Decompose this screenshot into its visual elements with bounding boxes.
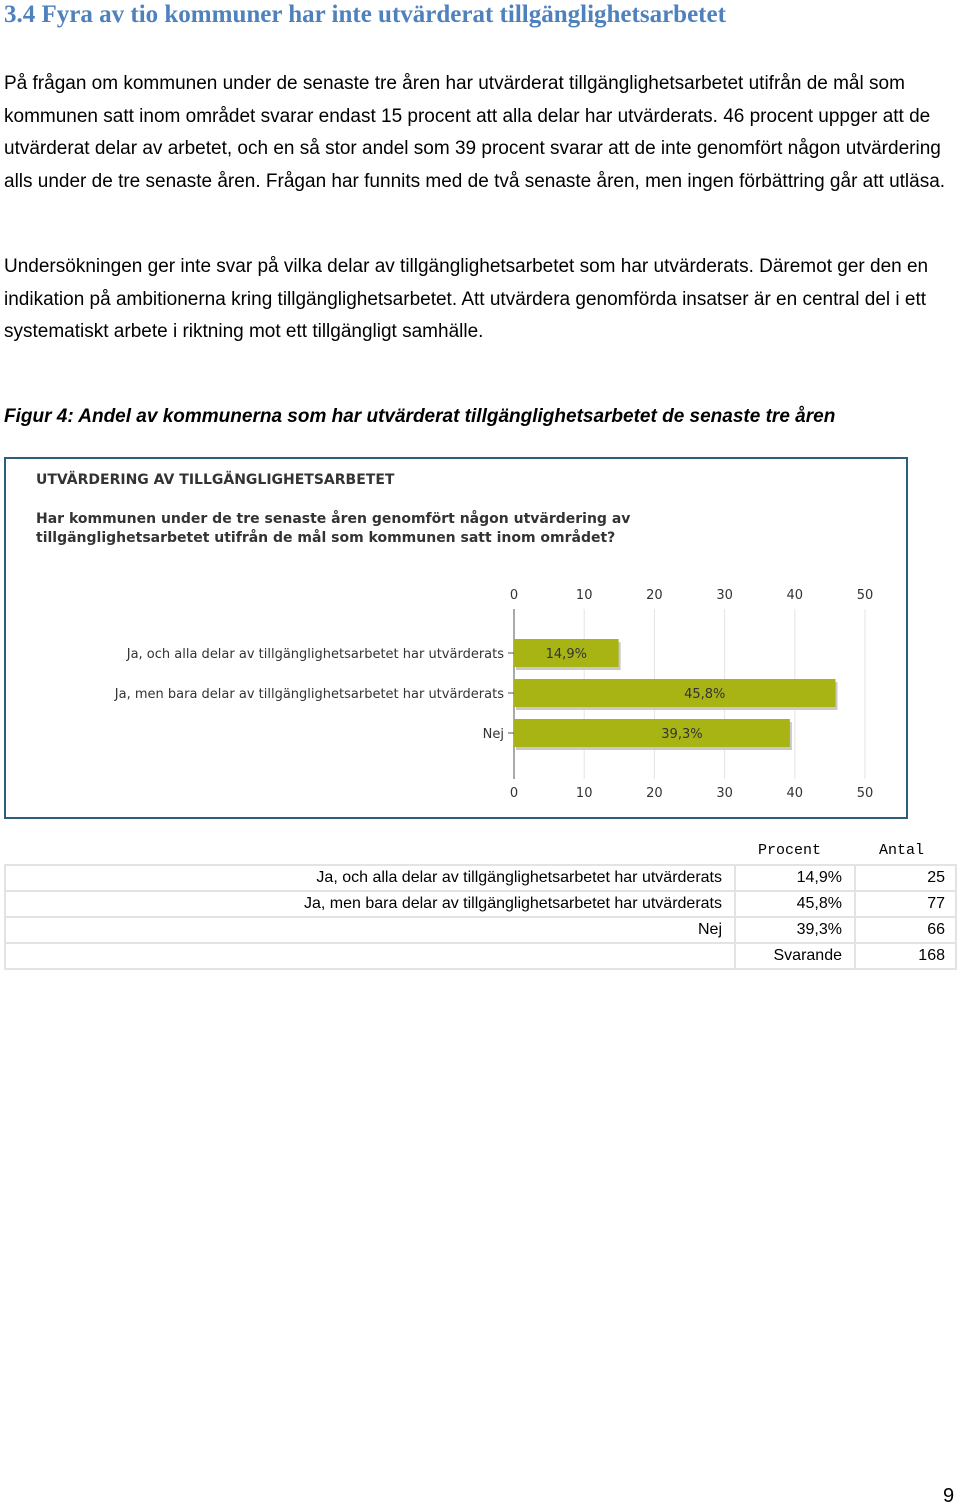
chart-frame [4,457,908,819]
row-label: Nej [5,917,735,943]
row-procent: 39,3% [735,917,855,943]
chart-tick-label-bottom: 0 [509,786,519,801]
chart-tick-label-bottom: 10 [575,786,593,801]
figure-caption: Figur 4: Andel av kommunerna som har utvärderat tillgänglighetsarbetet de senaste tre åren [4,406,836,427]
row-label: Ja, och alla delar av tillgänglighetsarbetet har utvärderats [5,865,735,891]
chart-data-label: 39,3% [661,727,703,742]
bar-chart [6,459,906,817]
chart-tick-label-top: 20 [646,588,663,603]
page-number: 9 [943,1485,955,1507]
body-paragraph-2: Undersökningen ger inte svar på vilka delar av tillgänglighetsarbetet som har utvärderats. Däremot ger den en indikation på ambitionerna kring tillgänglighetsarbetet. Att utvärdera genomförda insatser är en central del i ett systematiskt arbete i riktning mot ett tillgängligt samhälle. [4,256,929,342]
row-label: Ja, men bara delar av tillgänglighetsarbetet har utvärderats [5,891,735,917]
row-antal: 66 [855,917,956,943]
chart-category-label: Ja, och alla delar av tillgänglighetsarbetet har utvärderats [126,647,504,662]
row-antal: 77 [855,891,956,917]
chart-category-label: Nej [482,727,504,742]
chart-tick-label-bottom: 50 [856,786,874,801]
table-row [5,865,956,891]
row-antal: 25 [855,865,956,891]
chart-bar [514,719,790,747]
chart-category-label: Ja, men bara delar av tillgänglighetsarbetet har utvärderats [114,687,504,702]
chart-subtitle-line: Har kommunen under de tre senaste åren genomfört någon utvärdering av [36,511,631,527]
total-label: Svarande [735,943,855,969]
table-header-antal: Antal [879,842,925,859]
row-procent: 45,8% [735,891,855,917]
chart-tick-label-bottom: 40 [786,786,804,801]
total-count: 168 [855,943,956,969]
chart-data-label: 14,9% [545,647,587,662]
chart-data-label: 45,8% [684,687,726,702]
chart-tick-label-top: 0 [509,588,519,603]
chart-tick-label-top: 50 [856,588,874,603]
section-heading: 3.4 Fyra av tio kommuner har inte utvärderat tillgänglighetsarbetet [4,1,726,28]
chart-tick-label-top: 10 [575,588,593,603]
chart-title: UTVÄRDERING AV TILLGÄNGLIGHETSARBETET [36,472,395,488]
chart-tick-label-top: 30 [716,588,733,603]
results-table [4,864,957,970]
table-row-total [5,943,956,969]
chart-bar [514,679,836,707]
chart-tick-label-bottom: 30 [716,786,733,801]
chart-tick-label-top: 40 [786,588,804,603]
body-paragraph-1: På frågan om kommunen under de senaste tre åren har utvärderat tillgänglighetsarbetet utifrån de mål som kommunen satt inom området svarar endast 15 procent att alla delar har utvärderats. 46 procent uppger att de utvärderat delar av arbetet, och en så stor andel som 39 procent svarar att de inte genomfört någon utvärdering alls under de tre senaste åren. Frågan har funnits med de två senaste åren, men ingen förbättring går att utläsa. [4,73,946,192]
row-procent: 14,9% [735,865,855,891]
table-row [5,891,956,917]
table-row [5,917,956,943]
chart-tick-label-bottom: 20 [646,786,663,801]
table-header-procent: Procent [758,842,822,859]
chart-subtitle-line: tillgänglighetsarbetet utifrån de mål som kommunen satt inom området? [36,530,616,546]
row-label [5,943,735,969]
